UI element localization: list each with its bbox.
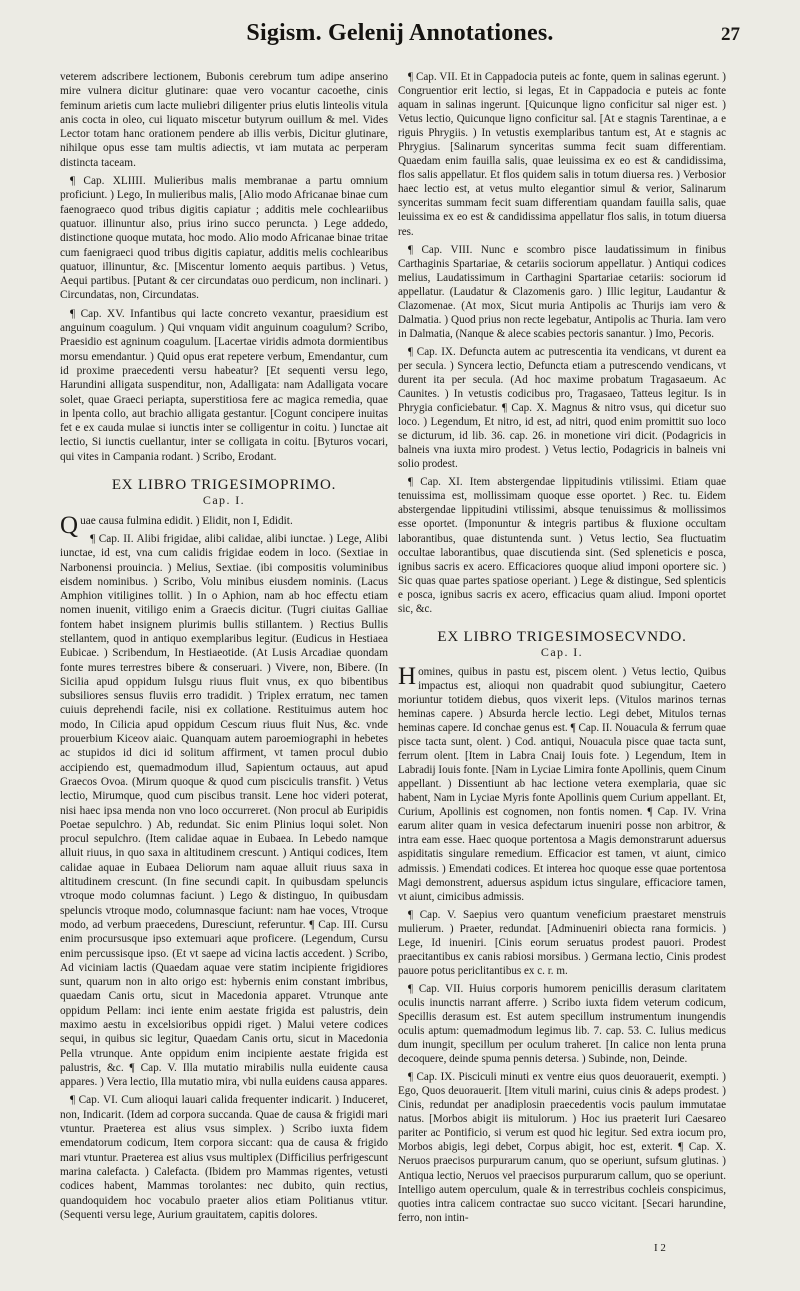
paragraph: ¶ Cap. VII. Huius corporis humorem penicillis derasum claritatem oculis inunctis narrant afferre. ) Scribo iuxta fidem veterum codicum, Specillis derasum est. Est autem specillum instrumentum inungendis oculis aptum: quemadmodum legimus lib. 7. cap. 53. C. Iulius medicus dum inungit, specillum per oculum traheret. [In calice non lenta pruna decoquere, deinde spuma pennis detersa. ) Subinde, non, Deinde. bbox=[398, 982, 726, 1066]
paragraph: ¶ Cap. VI. Cum alioqui lauari calida frequenter indicarit. ) Induceret, non, Indicarit. (Idem ad corpora succanda. Quae de causa & frigidi mari vtuntur. Praeterea est alius vsus simplex. ) Scribo iuxta fidem emendatorum codicum, Item corpora siccant: qua de causa & frigido mari vtuntur. Praeterea est alius vsus multiplex (Difficilius perfrigescunt marina calefacta. ) Calefacta. (Ibidem pro Mammas rigentes, vetusti codices habent, Mammas torolantes: nec dubito, quin rectius, quandoquidem hoc vocabulo praeter alios etiam Politianus vtitur. (Sequenti versu lege, Aurium grauitatem, capitis dolores. bbox=[60, 1094, 388, 1221]
page-number: 27 bbox=[721, 24, 740, 45]
paragraph: ¶ Cap. IX. Defuncta autem ac putrescentia ita vendicans, vt durent ea per secula. ) Syncera lectio, Defuncta etiam a putrescendo vendicans, vt durent ita per secula. (Ad hoc maxime probatum Tragasaeum. Ac Caunites. ) In vetustis codicibus pro, Tragasaeo, Tatteus legitur. Is in Phrygia conficiebatur. ¶ Cap. X. Magnus & nitro vsus, qui dicetur suo loco. ) Legendum, Et nitro, id est, ad nitri, quod enim promittit suo loco se dicturum, id lib. 36. cap. 26. in monetione viri dicit. (Podagricis in balneis vna iuxta miro prodest. ) Vetus lectio, Podagricis in balneis vni solio prodest. bbox=[398, 345, 726, 471]
paragraph: veterem adscribere lectionem, Bubonis cerebrum tum adipe anserino mire vulnera dicitur glutinare: quae vero vocantur cacoethe, cinis feminum arietis cum lacte muliebri diligenter prius elutis linteolis vitula anis cocta in oleo, cui liquato miscetur butyrum ouillum & mel. Vides Lector totam hanc orationem pendere ab illis verbis, Dicitur glutinare, nihilque opus esse tam multis adiectis, vt iam mutata ac perperam distincta taceam. bbox=[60, 71, 388, 169]
paragraph: ¶ Cap. XLIIII. Mulieribus malis membranae a partu omnium proficiunt. ) Lego, In mulieribus malis, [Alio modo Africanae binae cum faenograeco quod tribus digitis capiatur ; additis mele cochleariibus quatuor. illinuntur also, prius irino succo peruncta. ) Lege addedo, distinctione quoque mutata, hoc modo. Alio modo Africanae binae tritae cum faenigraeci quod tribus digitis capiatur, additis melis cochlearibus quatuor, illinuntur, &c. [Miscentur lomento aequis partibus. ) Vetus, Aequi partibus. [Putant & cer circundatas ouo perdicum, non inclinari. ) Circundatas, non, Circundatas. bbox=[60, 175, 388, 302]
left-column bbox=[60, 70, 388, 1226]
right-column bbox=[398, 70, 726, 1229]
signature-mark: I 2 bbox=[654, 1242, 666, 1254]
paragraph: ¶ Cap. V. Saepius vero quantum veneficium praestaret menstruis mulierum. ) Praeter, redundat. [Adminueniri obiecta rana formicis. ) Lege, Id inueniri. [Cinis eorum seruatus prodest pauori. Prodest praecitantibus ex canis rabiosi morsibus. ) Germana lectio, Cinis prodest pauore potus periclitantibus ex c. r. m. bbox=[398, 908, 726, 977]
paragraph: ¶ Cap. VII. Et in Cappadocia puteis ac fonte, quem in salinas egerunt. ) Congruentior erit lectio, si legas, Et in Cappadocia e puteis ac fonte aquam in salinas ingerunt. [Quicunque ligno conficitur sal niger est. ) Vetus lectio, Quicunque ligno conficitur sal. [At e stagnis Tarentinae, a e riguis Phrygiis. ) In vetustis exemplaribus tantum est, At e stagnis ac Phrygius. [Salinarum synceritas summa fecit suam differentiam. Quaedam enim fauilla salis, quae leuissima ex eo est & candidissima, flos salis appellatur. Et flos quidem salis in totum diuersa res. ) Verbosior haec lectio est, at vetus multo elegantior simul & verior, Salinarum synceritas summam fecit suam differentiam quandam fauilla salis, quae leuissima ex eo est & candidissima appellatur flos salis, in totum diuersa res. bbox=[398, 71, 726, 238]
paragraph: ¶ Cap. IX. Pisciculi minuti ex ventre eius quos deuorauerit, exempti. ) Ego, Quos deuorauerit. [Item vituli marini, cuius cinis & adeps prodest. ) Cinis, redundat per anadiplosin praecedentis vocis paulum immutatae natus. [Morbos abigit iis mitulorum. ) Hoc ius praeterit Iuri Caesareo pariter ac Pontificio, si verum est quod hic legitur. Sed extra iocum pro, Morbos abigis, legi debet, Corpus abigit, hoc est, exterit. ¶ Cap. X. Neruos praecisos purpurarum canum, quo se operiunt, sufsum glutinas. ) Antiqua lectio, Neruos vel praecisos purpurarum callum, quo se operiunt. Intelligo autem operculum, quale & in terrestribus cochleis conspicimus, quoties intra calicem contractae suo succo vicitant. [Secari harundine, ferro, non intin- bbox=[398, 1071, 726, 1224]
paragraph: ¶ Cap. II. Alibi frigidae, alibi calidae, alibi iunctae. ) Lege, Alibi iunctae, id est, vna cum calidis frigidae eodem in loco. (Sextiae in Narbonensi prouincia. ) Melius, Sextiae. (ibi compositis voluminibus eisdem nominibus. ) Scribo, Volu minibus eiusdem nominis. (Lacus Amphion vitiligines tollit. ) In o Aphion, nam ab hoc effectu etiam nomen inuenit, vitiligo enim a Graecis dicitur. (Tugri ciuitas Galliae fontem habet insignem plurimis bullis stillantem. ) Rectius Bullis stellantem, quod in antiquo exemplaribus legitur. (Eudicus in Hestiaea Eubicae. ) Scribendum, In Hestiaeotide. (At Lusis Arcadiae quondam fonte mures terrestres bibere & conseruari. ) Vivere, non, Bibere. (In Sicilia apud oppidum Iulsgu riuus fluit vnus, ex quo bibentibus subsiliores sensus fluviis erro tradidit. ) Triplex erratum, nec tamen cuiuis deprehendi facile, nisi ex collatione. Restituimus autem hoc modo, In Cilicia apud oppidum Cescum riuus fluit Nus, &c. vnde prouerbium Kiceov aiaic. Quanquam autem paroemiographi in hebetes ac stupidos id dici id solitum affirment, vt tamen procul dubio accipiendo est, quemadmodum illud, Sapientum octauus, aut apud Graecos Ovoa. (Mirum quoque & quod cum pisciculis transfit. ) Vetus lectio, Mirumque, quod cum piscibus transit. Lene hoc videri poterat, nisi haec ipsa menda non vno loco occurreret. (Non procul ab Euripidis Poetae sepulchro. ) Ab, redundat. Sic enim Plinius loqui solet. Non procul sepulchro. (Item calidae aquae in Eubaea. In Lebedo namque alluit riuus, in quo saxa in altitudinem crescunt. ) Antiqui codices, Item calidae aquae in Eubaea Deliorum nam aquae alluit riuus saxa in altitudinem crescunt. (In fine secundi capit. In quibusdam speluncis vtroque modo columnas faciunt. ) Lego & distinguo, In quibusdam speluncis vtroque modo, columnasque faciunt: nam hae voces, Vtroque modo, ad verbum praecedens, Duresciunt, referuntur. ¶ Cap. III. Cursu enim procursusque ipso extemuari aque proficere. (Legendum, Cursu enim percussisque ipso. (Et vt saepe ad vicina lactis accedent. ) Scribo, Ad viciniam lactis (Quaedam aquae vere statim incipiente frigidiores sunt, quarum non in alto origo est: hybernis enim constant imbribus, quaedam Canis ortu, sicut in Macedonia apparet. Vtrunque ante oppidum Pellam: inci iente enim aestate frigida est palustris, dein maximo aestu in excelsioribus oppidi riget. ) Malui vetere codices sequi, in quibus sic legitur, Quaedam Canis ortu, sicut in Macedonia Pella vtrunque. Ante oppidum enim incipiente aestate frigida est palustris, &c. ¶ Cap. V. Illa mutatio mirabilis nulla euidente causa appares. ) Vera lectio, Illa mutatio mira, vbi nulla euidens causa appares. bbox=[60, 532, 388, 1089]
chapter-label: Cap. I. bbox=[540, 644, 584, 659]
paragraph: ¶ Cap. XI. Item abstergendae lippitudinis vtilissimi. Etiam quae tenuissima est, mollissimam quoque esse oportet. ) Rec. tu. Eidem abstergendae lippitudini vtilissimi, absque tenuissimus & mollissimos esse oportet. (Imponuntur & integris partibus & fluxione occultam laborantibus, quae distuntenda sunt. ) Vetus lectio, Sea fluctuatim occultae laborantibus, quae discutienda sint. (Sed spleneticis e posca, ignibus sacris ex acero. Efficaciores quoque aliud imponi oportere sic. ) Sic quas quae partes spatiose operiant. ) Lege & distingue, Sed splenticis e posca, ignibus sacris ex acero, efficacius quam aliud. Imponi oportet sic, &c. bbox=[398, 476, 726, 615]
paragraph: Quae causa fulmina edidit. ) Elidit, non I, Edidit. bbox=[60, 511, 293, 539]
running-title: Sigism. Gelenij Annotationes. bbox=[246, 20, 554, 46]
section-heading: EX LIBRO TRIGESIMOSECVNDO. bbox=[437, 628, 687, 645]
paragraph: ¶ Cap. XV. Infantibus qui lacte concreto vexantur, praesidium est anguinum coagulum. ) Qui vnquam vidit anguinum coagulum? Scribo, Praesidio est agninum coagulum. [Lacertae viridis admota dormientibus morsu emendantur. ) Quid opus erat repetere verbum, Emendantur, cum id proxime praecedenti versu habeatur? [Et sequenti versu lego, Harundini alligata suspenditur, non, Adalligata: nam Adalligata vocare solet, quae Graeci periapta, superstitiosa fere ac magica remedia, quae in lpenta collo, aut brachio alligata gestantur. [Cogunt concipere inuitas fet e ex cauda mulae si iunctis inter se colligentur in coitu. ) Iunctae ait lectio, Si iunctis cuellantur, inter se colligata in coitu. [Byturos vocari, qui vites in Campania rodant. ) Scribo, Erodant. bbox=[60, 307, 388, 463]
section-heading: EX LIBRO TRIGESIMOPRIMO. bbox=[111, 477, 337, 494]
paragraph: ¶ Cap. VIII. Nunc e scombro pisce laudatissimum in finibus Carthaginis Spartariae, & cetariis sociorum appellatur. ) Antiqui codices melius, Laudatissimum in Carthagini Spartariae cetariis: sociorum id appellatur. (Laudatur & Clazomenis garo. ) Illic legitur, Laudantur & Clazomenae. (At mox, Sicut muria Antipolis ac Thurijs iam vero & Dalmatia. ) Quod prius non recte legebatur, Antipolis ac Thuria. Iam vero in Dalmatia, (Nanque & alece scabies pectoris sanantur. ) Imo, Pecoris. bbox=[398, 243, 726, 340]
paragraph: Homines, quibus in pastu est, piscem olent. ) Vetus lectio, Quibus impactus est, alioqui non quadrabit quod subiungitur, Caetero moriuntur totidem diebus, quos vixerit leps. (Vitulos marinos ternas heminas capere. ) Absurda hercle lectio. Legi debet, Mitulos ternas heminas capere. Id conchae genus est. ¶ Cap. II. Nouacula & ferrum quae pisce tacta sunt, olent. ) Cod. antiqui, Nouacula pisce quae tacta sunt, ferrum olent. [Item in Labra Cnaij Iouis fote. ) Legendum, Item in Labradij Iouis fonte. [Nam in Lyciae Limira fonte Apollinis, quem Cinum appellant. ) Dissentiunt ab hac lectione vetera exemplaria, quae sic habent, Nam in Lyciae Myris fonte Apollinis quem Curium appellant. Et, Curium, Apollinis est cognomen, non fontis nomen. ¶ Cap. IV. Vrina earum aliter quam in vesica defectarum inueniri posse non arbitror, & intra eam esse. Haec quoque portentosa a Magis demonstrarunt aduersus aspiditatis singulare remedium. Efficacior est tamen, vt aiunt, cimico admissis. ) Emendati codices. Et interea hoc quoque esse quae portentosa Magi demonstrent, aduersus aspidum ictus singulare, efficaciore tamen, vt aiunt, cimicibus admissis. bbox=[398, 662, 726, 903]
chapter-label: Cap. I. bbox=[202, 493, 246, 508]
